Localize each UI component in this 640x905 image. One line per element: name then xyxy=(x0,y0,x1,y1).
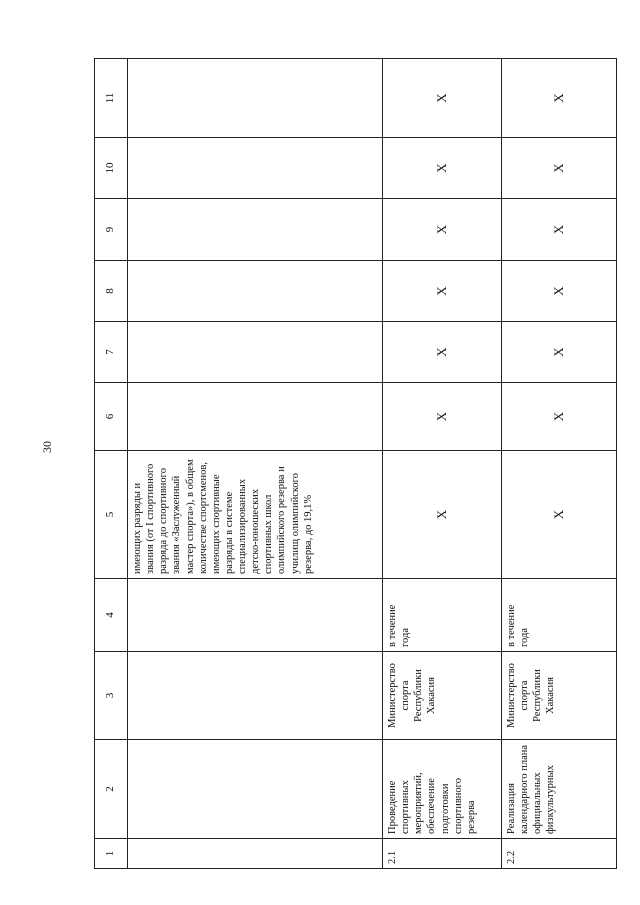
cell-value: Х xyxy=(383,59,502,138)
table-header-row xyxy=(95,59,128,869)
cell-executor: Министерство спорта Республики Хакасия xyxy=(383,652,502,740)
cell-executor xyxy=(128,652,383,740)
cell-value xyxy=(128,322,383,383)
cell-number xyxy=(128,839,383,869)
rotated-table-wrapper xyxy=(94,59,588,869)
page-number: 30 xyxy=(40,441,54,453)
cell-indicator: Х xyxy=(383,451,502,579)
table-row xyxy=(502,59,617,869)
column-header: 3 xyxy=(95,652,128,740)
cell-value: Х xyxy=(502,322,617,383)
column-header: 7 xyxy=(95,322,128,383)
cell-value: Х xyxy=(502,383,617,451)
cell-value: Х xyxy=(502,59,617,138)
table-row-continuation xyxy=(128,59,383,869)
column-header: 9 xyxy=(95,199,128,261)
cell-period: в течение года xyxy=(383,579,502,652)
cell-value: Х xyxy=(383,199,502,261)
column-header: 2 xyxy=(95,740,128,839)
cell-executor: Министерство спорта Республики Хакасия xyxy=(502,652,617,740)
cell-value: Х xyxy=(502,138,617,199)
cell-measure xyxy=(128,740,383,839)
column-header: 5 xyxy=(95,451,128,579)
cell-value: Х xyxy=(383,322,502,383)
cell-indicator: Х xyxy=(502,451,617,579)
column-header: 8 xyxy=(95,261,128,322)
cell-value: Х xyxy=(502,199,617,261)
column-header: 6 xyxy=(95,383,128,451)
cell-period xyxy=(128,579,383,652)
cell-value: Х xyxy=(383,261,502,322)
table-row xyxy=(383,59,502,869)
column-header: 10 xyxy=(95,138,128,199)
column-header: 1 xyxy=(95,839,128,869)
cell-number: 2.2 xyxy=(502,839,617,869)
cell-value xyxy=(128,261,383,322)
cell-number: 2.1 xyxy=(383,839,502,869)
cell-value xyxy=(128,383,383,451)
cell-value: Х xyxy=(502,261,617,322)
cell-value xyxy=(128,138,383,199)
column-header: 4 xyxy=(95,579,128,652)
cell-value xyxy=(128,199,383,261)
cell-period: в течение года xyxy=(502,579,617,652)
cell-value xyxy=(128,59,383,138)
cell-measure: Реализация календарного плана официальных физкультурных xyxy=(502,740,617,839)
cell-value: Х xyxy=(383,138,502,199)
column-header: 11 xyxy=(95,59,128,138)
cell-measure: Проведение спортивных мероприятий, обеспечение подготовки спортивного резерва xyxy=(383,740,502,839)
measures-table xyxy=(94,58,617,869)
cell-indicator: имеющих разряды и звания (от I спортивного разряда до спортивного звания «Заслуженный мастер спорта»), в общем количестве спортсменов, имеющих спортивные разряды в системе специализированных детско-юношеских спортивных школ олимпийского резерва и училищ олимпийского резерва, до 19,1% xyxy=(128,451,383,579)
cell-value: Х xyxy=(383,383,502,451)
